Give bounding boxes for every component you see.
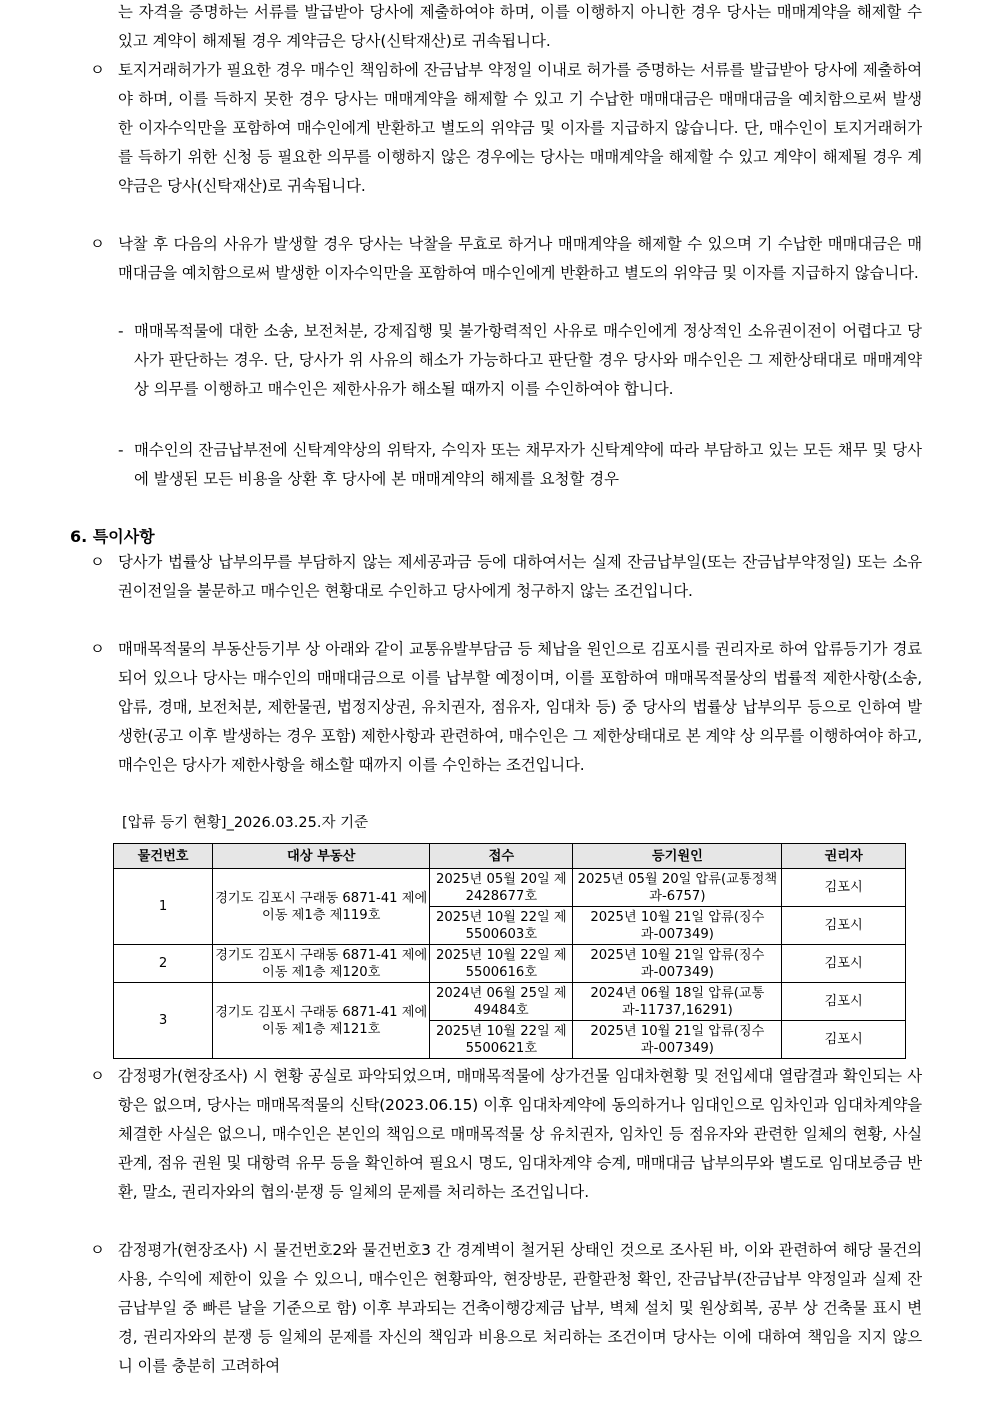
sub-item-text: 매매목적물에 대한 소송, 보전처분, 강제집행 및 불가항력적인 사유로 매수인에게 정상적인 소유권이전이 어렵다고 당사가 판단하는 경우. 단, 당사가 위 사유의 해소가 가능하다고 판단할 경우 당사와 매수인은 그 제한상태대로 매매계약상 의무를 이행하고 매수인은 제한사유가 해소될 때까지 이를 수인하여야 합니다. [134,322,922,398]
bullet-icon: ㅇ [90,1067,105,1085]
paragraph [90,56,922,201]
seizure-registration-table [113,843,906,1059]
cause-cell: 2025년 10월 21일 압류(징수과-007349) [573,945,782,983]
paragraph [90,1236,922,1381]
holder-cell: 김포시 [782,945,906,983]
bullet-icon: ㅇ [90,61,105,79]
holder-cell: 김포시 [782,869,906,907]
paragraph-text: 감정평가(현장조사) 시 물건번호2와 물건번호3 간 경계벽이 철거된 상태인 것으로 조사된 바, 이와 관련하여 해당 물건의 사용, 수익에 제한이 있을 수 있으니, 매수인은 현황파악, 현장방문, 관할관청 확인, 잔금납부(잔금납부 약정일과 실제 잔금납부일 중 빠른 날을 기준으로 함) 이후 부과되는 건축이행강제금 납부, 벽체 설치 및 원상회복, 공부 상 건축물 표시 변경, 권리자와의 분쟁 등 일체의 문제를 자신의 책임과 비용으로 처리하는 조건이며 당사는 이에 대하여 책임을 지지 않으니 이를 충분히 고려하여 [118,1241,922,1375]
sub-item [118,436,922,494]
paragraph [90,230,922,288]
holder-cell: 김포시 [782,907,906,945]
bullet-icon: ㅇ [90,235,105,253]
cause-cell: 2025년 10월 21일 압류(징수과-007349) [573,1021,782,1059]
holder-cell: 김포시 [782,1021,906,1059]
column-header: 등기원인 [573,844,782,869]
paragraph-continuation: 는 자격을 증명하는 서류를 발급받아 당사에 제출하여야 하며, 이를 이행하지 아니한 경우 당사는 매매계약을 해제할 수 있고 계약이 해제될 경우 계약금은 당사(신탁재산)로 귀속됩니다. [118,3,922,50]
column-header: 권리자 [782,844,906,869]
bullet-icon: ㅇ [90,1241,105,1259]
table-row [114,945,906,983]
cause-cell: 2025년 10월 21일 압류(징수과-007349) [573,907,782,945]
item-number-cell: 1 [114,869,213,945]
item-number-cell: 2 [114,945,213,983]
receipt-cell: 2024년 06월 25일 제49484호 [430,983,573,1021]
sub-item-text: 매수인의 잔금납부전에 신탁계약상의 위탁자, 수익자 또는 채무자가 신탁계약에 따라 부담하고 있는 모든 채무 및 당사에 발생된 모든 비용을 상환 후 당사에 본 매매계약의 해제를 요청할 경우 [134,441,922,488]
item-number-cell: 3 [114,983,213,1059]
dash-icon: - [118,322,124,340]
column-header: 접수 [430,844,573,869]
table-row [114,869,906,907]
holder-cell: 김포시 [782,983,906,1021]
receipt-cell: 2025년 10월 22일 제5500621호 [430,1021,573,1059]
table-caption: [압류 등기 현황]_2026.03.25.자 기준 [122,815,369,831]
receipt-cell: 2025년 10월 22일 제5500616호 [430,945,573,983]
dash-icon: - [118,441,124,459]
bullet-icon: ㅇ [90,553,105,571]
column-header: 대상 부동산 [213,844,430,869]
section-heading: 6. 특이사항 [70,527,155,546]
receipt-cell: 2025년 05월 20일 제2428677호 [430,869,573,907]
paragraph [90,635,922,780]
table-header-row [114,844,906,869]
bullet-icon: ㅇ [90,640,105,658]
paragraph-text: 토지거래허가가 필요한 경우 매수인 책임하에 잔금납부 약정일 이내로 허가를 증명하는 서류를 발급받아 당사에 제출하여야 하며, 이를 득하지 못한 경우 당사는 매매계약을 해제할 수 있고 기 수납한 매매대금은 매매대금을 예치함으로써 발생한 이자수익만을 포함하여 매수인에게 반환하고 별도의 위약금 및 이자를 지급하지 않습니다. 단, 매수인이 토지거래허가를 득하기 위한 신청 등 필요한 의무를 이행하지 않은 경우에는 당사는 매매계약을 해제할 수 있고 계약이 해제될 경우 계약금은 당사(신탁재산)로 귀속됩니다. [118,61,922,195]
property-cell: 경기도 김포시 구래동 6871-41 제에이동 제1층 제120호 [213,945,430,983]
paragraph [90,1062,922,1207]
cause-cell: 2024년 06월 18일 압류(교통과-11737,16291) [573,983,782,1021]
paragraph-text: 낙찰 후 다음의 사유가 발생할 경우 당사는 낙찰을 무효로 하거나 매매계약을 해제할 수 있으며 기 수납한 매매대금은 매매대금을 예치함으로써 발생한 이자수익만을 포함하여 매수인에게 반환하고 별도의 위약금 및 이자를 지급하지 않습니다. [118,235,922,282]
property-cell: 경기도 김포시 구래동 6871-41 제에이동 제1층 제119호 [213,869,430,945]
property-cell: 경기도 김포시 구래동 6871-41 제에이동 제1층 제121호 [213,983,430,1059]
cause-cell: 2025년 05월 20일 압류(교통정책과-6757) [573,869,782,907]
paragraph [90,548,922,606]
sub-item [118,317,922,404]
table-row [114,983,906,1021]
receipt-cell: 2025년 10월 22일 제5500603호 [430,907,573,945]
column-header: 물건번호 [114,844,213,869]
paragraph-text: 매매목적물의 부동산등기부 상 아래와 같이 교통유발부담금 등 체납을 원인으로 김포시를 권리자로 하여 압류등기가 경료되어 있으나 당사는 매수인의 매매대금으로 이를 납부할 예정이며, 이를 포함하여 매매목적물상의 법률적 제한사항(소송, 압류, 경매, 보전처분, 제한물권, 법정지상권, 유치권자, 점유자, 임대차 등) 중 당사의 법률상 납부의무 등으로 인하여 발생한(공고 이후 발생하는 경우 포함) 제한사항과 관련하여, 매수인은 그 제한상태대로 본 계약 상 의무를 이행하여야 하고, 매수인은 당사가 제한사항을 해소할 때까지 이를 수인하는 조건입니다. [118,640,922,774]
paragraph-text: 감정평가(현장조사) 시 현황 공실로 파악되었으며, 매매목적물에 상가건물 임대차현황 및 전입세대 열람결과 확인되는 사항은 없으며, 당사는 매매목적물의 신탁(2023.06.15) 이후 임대차계약에 동의하거나 임대인으로 임차인과 임대차계약을 체결한 사실은 없으니, 매수인은 본인의 책임으로 매매목적물 상 유치권자, 임차인 등 점유자와 관련한 일체의 현황, 사실관계, 점유 권원 및 대항력 유무 등을 확인하여 필요시 명도, 임대차계약 승계, 매매대금 납부의무와 별도로 임대보증금 반환, 말소, 권리자와의 협의·분쟁 등 일체의 문제를 처리하는 조건입니다. [118,1067,922,1201]
paragraph-text: 당사가 법률상 납부의무를 부담하지 않는 제세공과금 등에 대하여서는 실제 잔금납부일(또는 잔금납부약정일) 또는 소유권이전일을 불문하고 매수인은 현황대로 수인하고 당사에게 청구하지 않는 조건입니다. [118,553,922,600]
